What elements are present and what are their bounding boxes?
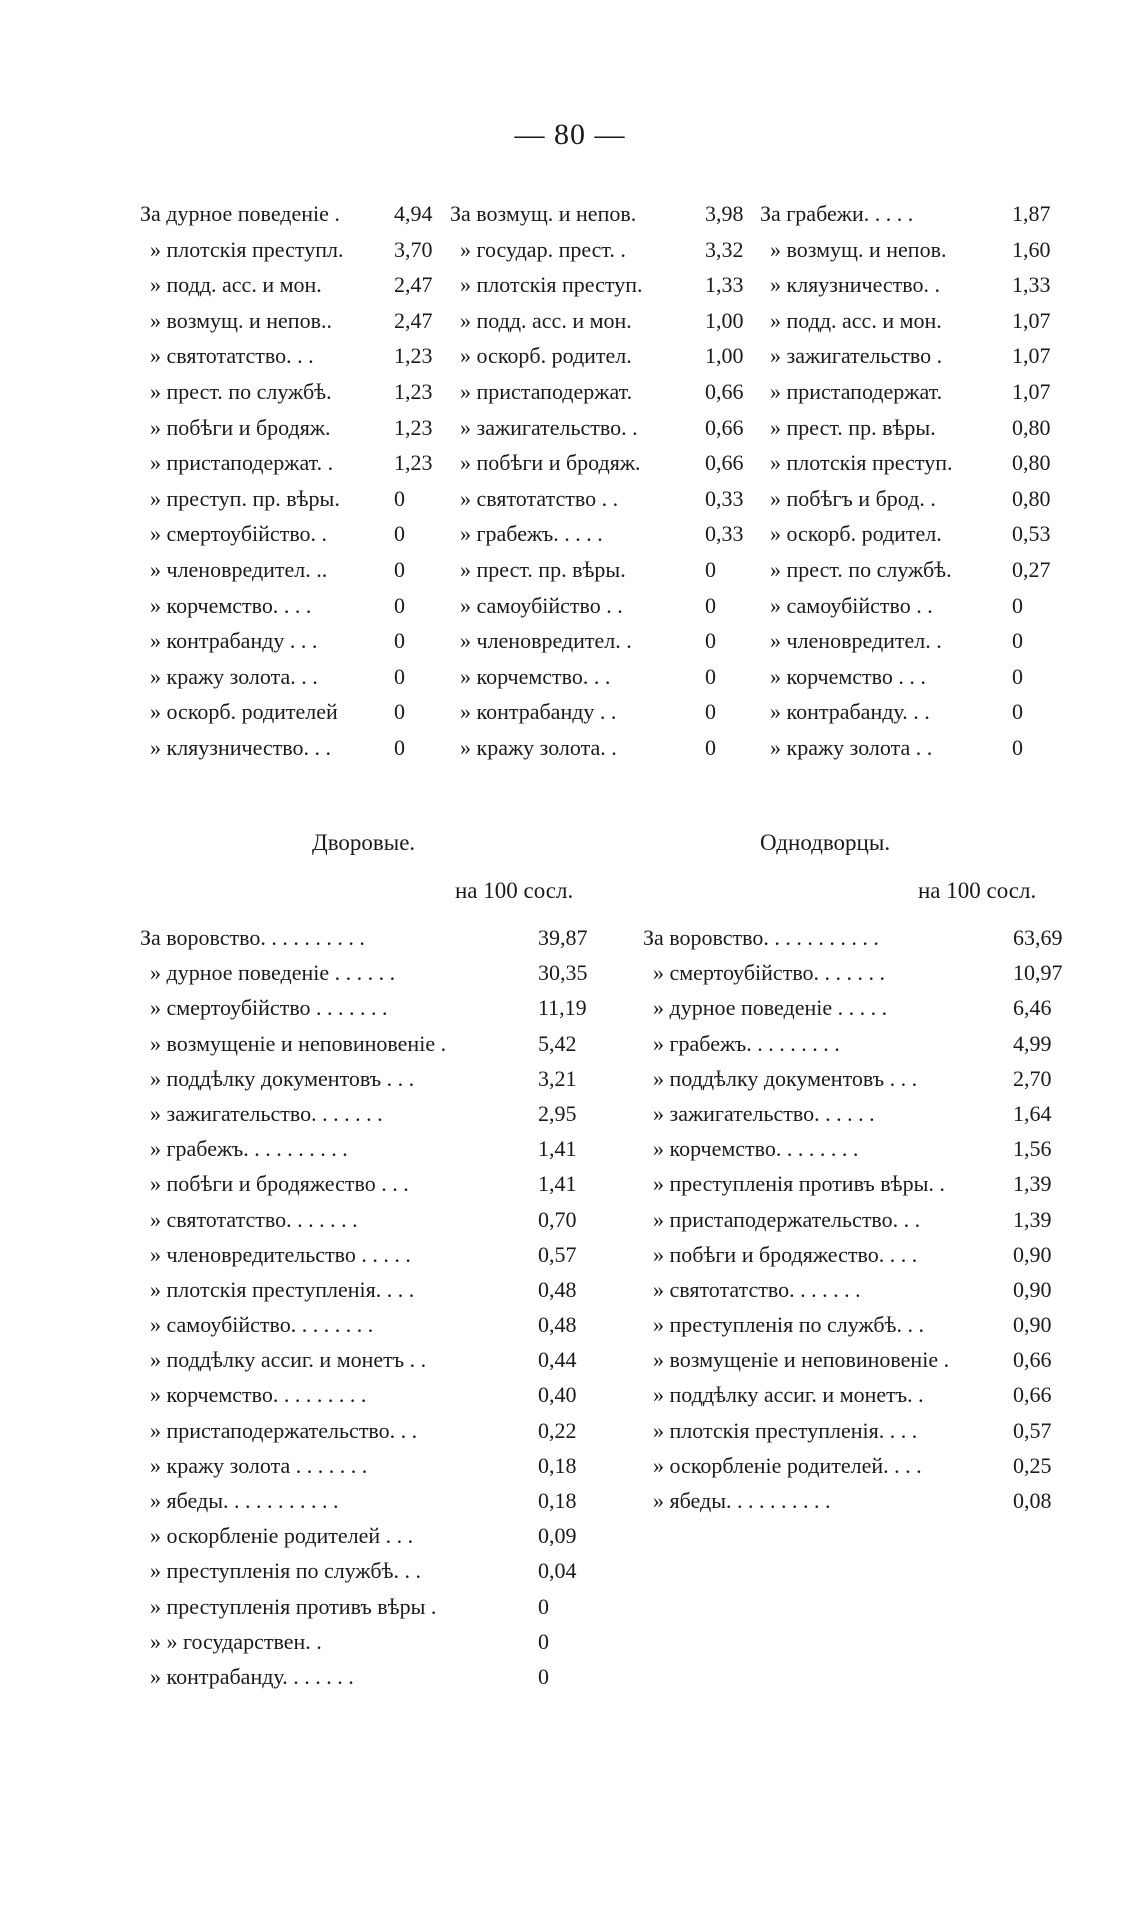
row-label: » преступленія противъ вѣры . (150, 1593, 437, 1619)
row-label: » плотскія преступленія. . . . (653, 1417, 918, 1443)
row-label: » подд. асс. и мон. (460, 307, 632, 333)
row-label: За грабежи. . . . . (760, 201, 914, 226)
row-value: 11,19 (538, 995, 587, 1021)
row-label: » ябеды. . . . . . . . . . . (150, 1488, 339, 1513)
row-label: » дурное поведеніе . . . . . . (150, 960, 396, 986)
row-label: » оскорбленіе родителей . . . (150, 1523, 414, 1549)
row-value: 0 (394, 556, 405, 582)
row-label: » кражу золота. . (460, 734, 617, 760)
row-label: » оскорб. родител. (770, 521, 942, 547)
row-label: » святотатство. . . . . . . (653, 1276, 861, 1302)
row-label: » побѣги и бродяж. (460, 450, 641, 476)
row-value: 0 (394, 521, 405, 547)
row-label: » членовредител. . (460, 628, 632, 654)
odnodvortsy-title: Однодворцы. (760, 830, 891, 855)
row-value: 0,57 (1013, 1417, 1052, 1443)
row-label: » поддѣлку документовъ . . . (653, 1065, 918, 1091)
row-value: 0,53 (1012, 521, 1051, 547)
row-label: » святотатство . . (460, 485, 619, 511)
row-value: 0 (394, 699, 405, 725)
row-label: » плотскія преступ. (770, 450, 953, 476)
row-value: 1,07 (1012, 307, 1051, 333)
row-label: » побѣги и бродяжество . . . (150, 1171, 409, 1197)
row-value: 1,64 (1013, 1100, 1052, 1126)
row-value: 2,47 (394, 307, 433, 333)
row-value: 0,90 (1013, 1276, 1052, 1302)
row-label: » побѣги и бродяж. (150, 414, 331, 440)
row-value: 0,08 (1013, 1488, 1052, 1513)
row-label: » подд. асс. и мон. (150, 272, 322, 298)
row-label: » зажигательство. . . . . . . (150, 1100, 383, 1126)
row-value: 0 (705, 592, 716, 618)
row-value: 0,33 (705, 485, 744, 511)
row-label: » преступленія по службѣ. . . (150, 1558, 421, 1584)
row-value: 3,32 (705, 236, 744, 262)
dvorovye-title: Дворовые. (312, 830, 416, 855)
row-value: 1,00 (705, 343, 744, 369)
row-label: » самоубійство . . (770, 592, 933, 618)
row-label: » преступ. пр. вѣры. (150, 485, 340, 511)
row-value: 1,23 (394, 343, 433, 369)
row-value: 0,18 (538, 1452, 577, 1478)
row-value: 1,23 (394, 378, 433, 404)
row-label: » грабежъ. . . . . (460, 521, 603, 547)
row-value: 1,60 (1012, 236, 1051, 262)
row-value: 0,25 (1013, 1452, 1052, 1478)
row-label: » зажигательство. . . . . . (653, 1100, 875, 1126)
row-value: 0,90 (1013, 1312, 1052, 1338)
row-label: » святотатство. . . . . . . (150, 1206, 358, 1232)
row-label: » кражу золота . . . . . . . (150, 1452, 368, 1478)
row-label: За дурное поведеніе . (140, 201, 340, 226)
row-value: 2,70 (1013, 1065, 1052, 1091)
row-label: » контрабанду . . (460, 699, 617, 725)
row-label: » прест. пр. вѣры. (460, 556, 626, 582)
row-value: 1,41 (538, 1136, 577, 1162)
row-value: 0 (394, 485, 405, 511)
row-value: 0,66 (705, 378, 744, 404)
row-value: 0,70 (538, 1206, 577, 1232)
row-label: » дурное поведеніе . . . . . (653, 995, 888, 1021)
row-label: » прест. по службѣ. (770, 556, 952, 582)
row-value: 0,66 (705, 450, 744, 476)
row-value: 3,70 (394, 236, 433, 262)
row-value: 2,47 (394, 272, 433, 298)
row-value: 0,66 (705, 414, 744, 440)
row-value: 1,33 (1012, 272, 1051, 298)
row-value: 1,23 (394, 414, 433, 440)
row-value: 0 (394, 734, 405, 760)
row-value: 0,33 (705, 521, 744, 547)
row-value: 5,42 (538, 1030, 577, 1056)
row-label: » членовредител. .. (150, 556, 328, 582)
row-value: 63,69 (1013, 925, 1063, 950)
row-label: » членовредительство . . . . . (150, 1241, 411, 1267)
row-label: » государ. прест. . (460, 236, 626, 262)
row-value: 0 (705, 628, 716, 654)
row-label: » » государствен. . (150, 1628, 322, 1654)
row-value: 0 (394, 592, 405, 618)
row-value: 39,87 (538, 925, 588, 950)
row-value: 0 (394, 628, 405, 654)
row-label: » возмущ. и непов. (770, 236, 947, 262)
row-label: » побѣгъ и брод. . (770, 485, 936, 511)
row-label: » пристаподержат. . (150, 450, 334, 476)
row-value: 0,04 (538, 1558, 577, 1584)
row-label: » контрабанду . . . (150, 628, 318, 654)
row-value: 0,40 (538, 1382, 577, 1408)
row-label: » грабежъ. . . . . . . . . . (150, 1136, 348, 1162)
row-label: » оскорбленіе родителей. . . . (653, 1452, 922, 1478)
row-label: » плотскія преступленія. . . . (150, 1276, 415, 1302)
row-value: 1,23 (394, 450, 433, 476)
row-value: 0 (1012, 699, 1023, 725)
row-value: 4,94 (394, 201, 433, 226)
row-value: 1,07 (1012, 343, 1051, 369)
row-value: 0 (394, 663, 405, 689)
row-label: » поддѣлку ассиг. и монетъ. . (653, 1382, 924, 1408)
row-label: » самоубійство. . . . . . . . (150, 1312, 374, 1338)
row-value: 2,95 (538, 1100, 577, 1126)
row-value: 1,87 (1012, 201, 1051, 226)
row-label: За воровство. . . . . . . . . . (140, 925, 365, 950)
row-label: » плотскія преступ. (460, 272, 643, 298)
row-label: » смертоубійство. . (150, 521, 328, 547)
row-value: 0 (1012, 592, 1023, 618)
row-value: 0 (538, 1663, 549, 1689)
row-label: » кражу золота . . (770, 734, 933, 760)
row-label: » корчемство. . . . . . . . (653, 1136, 859, 1162)
row-value: 1,39 (1013, 1206, 1052, 1232)
row-label: » поддѣлку ассиг. и монетъ . . (150, 1347, 427, 1373)
row-value: 0,09 (538, 1523, 577, 1549)
row-label: » святотатство. . . (150, 343, 314, 369)
row-label: » пристаподержат. (460, 378, 633, 404)
row-label: » прест. пр. вѣры. (770, 414, 936, 440)
row-value: 0,44 (538, 1347, 577, 1373)
dvorovye-unit: на 100 сосл. (455, 878, 574, 903)
row-value: 0 (538, 1628, 549, 1654)
row-value: 10,97 (1013, 960, 1063, 986)
row-label: » членовредител. . (770, 628, 942, 654)
row-label: » контрабанду. . . . . . . (150, 1663, 354, 1689)
row-label: » преступленія по службѣ. . . (653, 1312, 924, 1338)
row-value: 0 (705, 556, 716, 582)
row-value: 0,57 (538, 1241, 577, 1267)
row-value: 0 (705, 699, 716, 725)
row-label: » побѣги и бродяжество. . . . (653, 1241, 918, 1267)
row-value: 0 (538, 1593, 549, 1619)
row-label: » корчемство . . . (770, 663, 926, 689)
row-label: » пристаподержательство. . . (653, 1206, 921, 1232)
row-value: 0,80 (1012, 485, 1051, 511)
row-value: 0 (705, 734, 716, 760)
row-label: » оскорб. родител. (460, 343, 632, 369)
row-label: » зажигательство . (770, 343, 943, 369)
row-value: 1,56 (1013, 1136, 1052, 1162)
row-label: » корчемство. . . . (150, 592, 312, 618)
row-value: 3,98 (705, 201, 744, 226)
row-label: » прест. по службѣ. (150, 378, 332, 404)
row-label: » возмущеніе и неповиновеніе . (653, 1347, 950, 1373)
row-label: » кляузничество. . (770, 272, 941, 298)
row-value: 0 (1012, 663, 1023, 689)
row-label: » ябеды. . . . . . . . . . (653, 1488, 831, 1513)
row-label: За воровство. . . . . . . . . . . (643, 925, 879, 950)
row-value: 4,99 (1013, 1030, 1052, 1056)
row-value: 0 (1012, 734, 1023, 760)
row-value: 0 (1012, 628, 1023, 654)
row-value: 0,27 (1012, 556, 1051, 582)
row-value: 1,07 (1012, 378, 1051, 404)
row-value: 0 (705, 663, 716, 689)
row-value: 1,41 (538, 1171, 577, 1197)
row-value: 0,90 (1013, 1241, 1052, 1267)
row-value: 0,66 (1013, 1382, 1052, 1408)
row-label: » смертоубійство. . . . . . . (653, 960, 886, 986)
row-label: » подд. асс. и мон. (770, 307, 942, 333)
row-label: » зажигательство. . (460, 414, 638, 440)
row-label: » преступленія противъ вѣры. . (653, 1171, 945, 1197)
row-value: 0,48 (538, 1312, 577, 1338)
row-value: 0,80 (1012, 414, 1051, 440)
row-value: 0,48 (538, 1276, 577, 1302)
row-value: 6,46 (1013, 995, 1052, 1021)
row-label: » пристаподержат. (770, 378, 943, 404)
row-label: За возмущ. и непов. (450, 201, 637, 226)
row-label: » возмущ. и непов.. (150, 307, 332, 333)
row-label: » грабежъ. . . . . . . . . (653, 1030, 840, 1056)
row-value: 0,22 (538, 1417, 577, 1443)
odnodvortsy-unit: на 100 сосл. (918, 878, 1037, 903)
row-label: » поддѣлку документовъ . . . (150, 1065, 415, 1091)
row-label: » кляузничество. . . (150, 734, 332, 760)
row-value: 3,21 (538, 1065, 577, 1091)
row-label: » корчемство. . . (460, 663, 611, 689)
row-label: » пристаподержательство. . . (150, 1417, 418, 1443)
row-label: » смертоубійство . . . . . . . (150, 995, 388, 1021)
row-value: 1,00 (705, 307, 744, 333)
row-label: » плотскія преступл. (150, 236, 344, 262)
row-value: 0,80 (1012, 450, 1051, 476)
row-value: 1,33 (705, 272, 744, 298)
row-label: » кражу золота. . . (150, 663, 318, 689)
row-label: » оскорб. родителей (150, 699, 338, 725)
row-value: 0,66 (1013, 1347, 1052, 1373)
row-label: » контрабанду. . . (770, 699, 930, 725)
row-value: 1,39 (1013, 1171, 1052, 1197)
row-label: » корчемство. . . . . . . . . (150, 1382, 367, 1408)
row-value: 0,18 (538, 1488, 577, 1513)
row-label: » возмущеніе и неповиновеніе . (150, 1030, 447, 1056)
row-label: » самоубійство . . (460, 592, 623, 618)
page-number: — 80 — (514, 118, 626, 151)
row-value: 30,35 (538, 960, 588, 986)
